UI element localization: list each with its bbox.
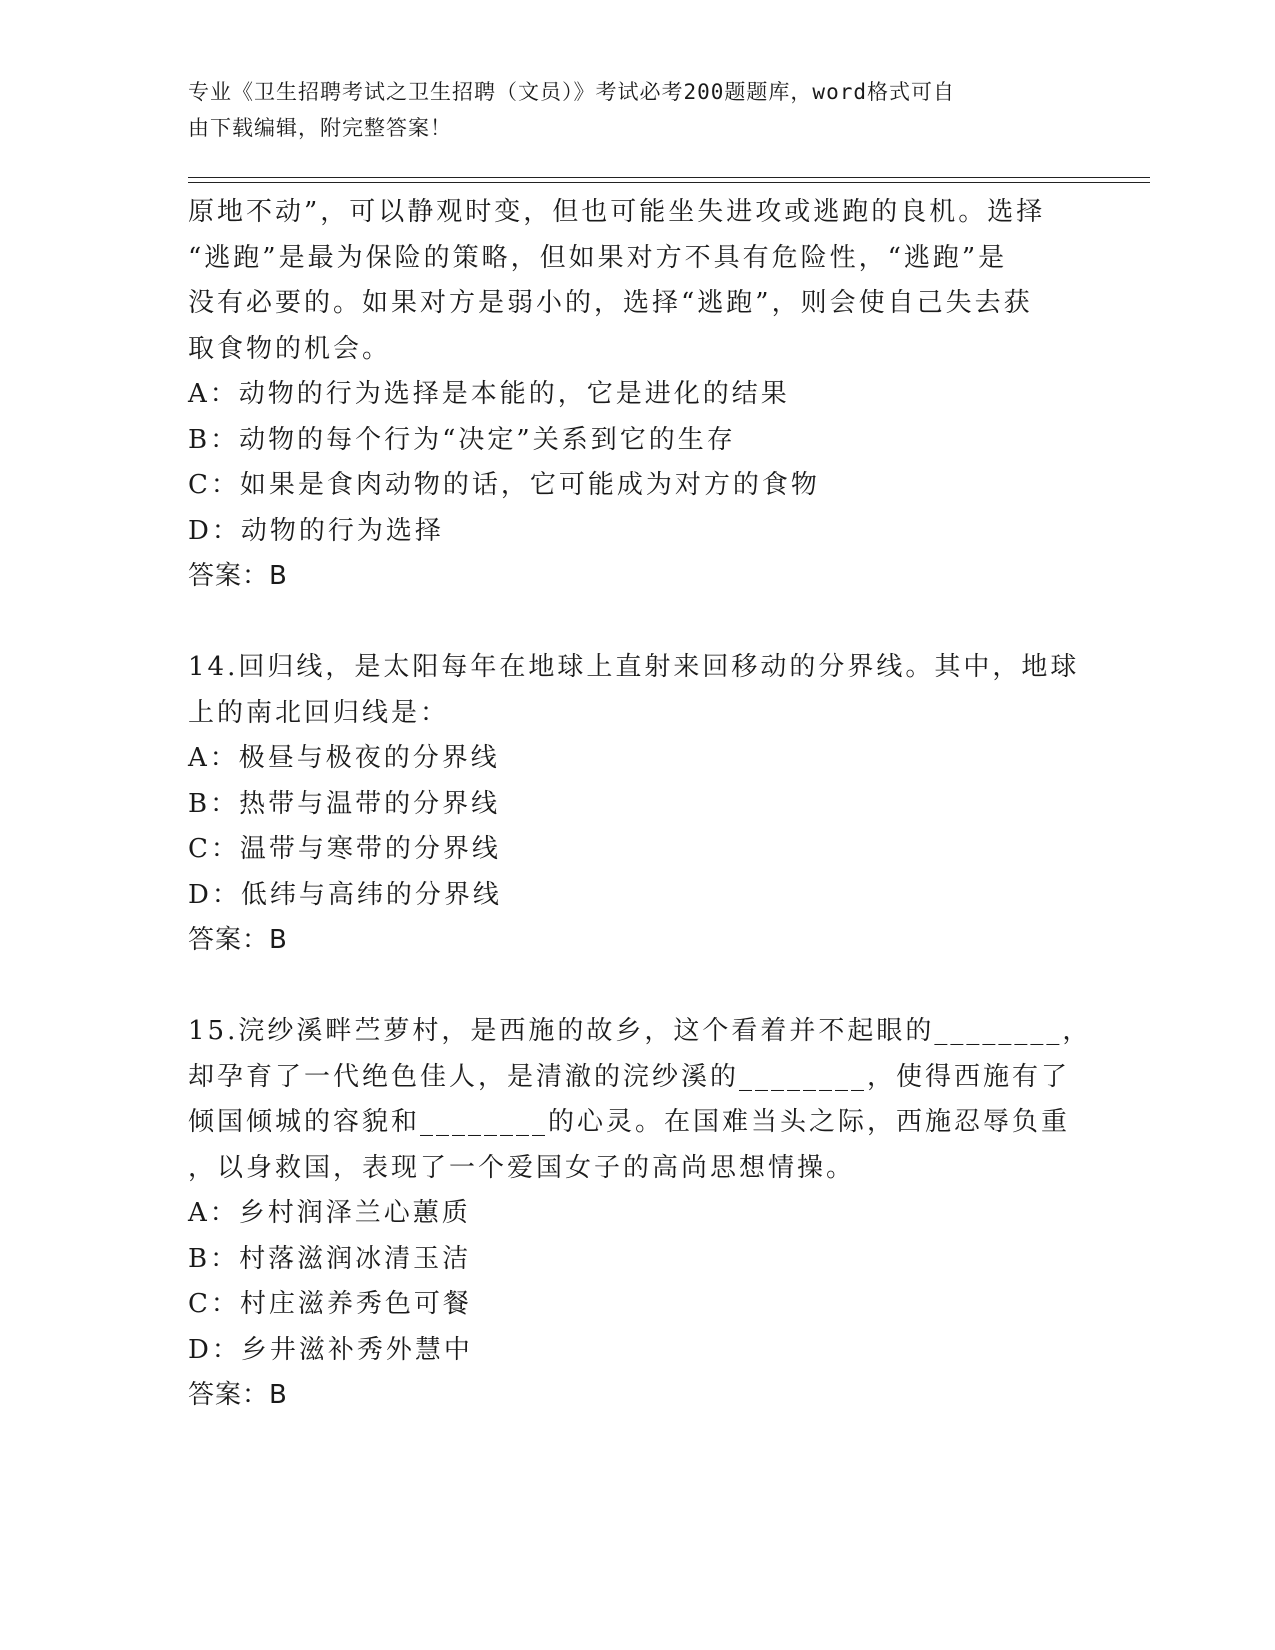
- q13-passage-line-3: 没有必要的。如果对方是弱小的，选择“逃跑”，则会使自己失去获: [188, 288, 1033, 318]
- question-13: [188, 190, 1088, 600]
- q15-option-b: B：村落滋润冰清玉洁: [188, 1243, 472, 1274]
- question-15: [188, 1009, 1092, 1419]
- header-divider-top: [188, 177, 1150, 178]
- q13-option-d: D：动物的行为选择: [188, 515, 444, 546]
- q13-passage-line-2: “逃跑”是最为保险的策略，但如果对方不具有危险性，“逃跑”是: [188, 242, 1008, 273]
- q14-option-c: C：温带与寒带的分界线: [188, 834, 501, 864]
- q14-option-d: D：低纬与高纬的分界线: [188, 879, 502, 910]
- q14-stem-line-1: 14.回归线，是太阳每年在地球上直射来回移动的分界线。其中，地球: [188, 652, 1080, 682]
- q13-passage-line-1: 原地不动”，可以静观时变，但也可能坐失进攻或逃跑的良机。选择: [188, 197, 1046, 227]
- q15-stem-line-3: 倾国倾城的容貌和________的心灵。在国难当头之际，西施忍辱负重: [188, 1107, 1071, 1137]
- spacer: [188, 964, 1088, 1010]
- q14-option-b: B：热带与温带的分界线: [188, 788, 501, 819]
- q14-stem-line-2: 上的南北回归线是：: [188, 697, 450, 728]
- q13-answer: 答案：B: [188, 561, 288, 591]
- q14-answer: 答案：B: [188, 925, 288, 955]
- q15-option-c: C：村庄滋养秀色可餐: [188, 1289, 472, 1319]
- header-line-1: 专业《卫生招聘考试之卫生招聘（文员）》考试必考200题题库，word格式可自: [188, 80, 955, 104]
- header-line-2: 由下载编辑，附完整答案！: [188, 116, 452, 140]
- q15-stem-line-1: 15.浣纱溪畔苎萝村，是西施的故乡，这个看着并不起眼的________，: [188, 1016, 1092, 1046]
- q15-option-a: A：乡村润泽兰心蕙质: [188, 1198, 471, 1228]
- spacer: [188, 600, 1088, 646]
- q13-option-c: C：如果是食肉动物的话，它可能成为对方的食物: [188, 470, 820, 500]
- q14-option-a: A：极昼与极夜的分界线: [188, 743, 500, 773]
- q15-stem-line-2: 却孕育了一代绝色佳人，是清澈的浣纱溪的________，使得西施有了: [188, 1061, 1071, 1092]
- q13-passage-line-4: 取食物的机会。: [188, 333, 392, 364]
- q15-stem-line-4: ，以身救国，表现了一个爱国女子的高尚思想情操。: [188, 1152, 856, 1183]
- q13-option-a: A：动物的行为选择是本能的，它是进化的结果: [188, 379, 790, 409]
- q13-option-b: B：动物的每个行为“决定”关系到它的生存: [188, 424, 736, 455]
- document-body: [188, 190, 1092, 1419]
- header-divider-bottom: [188, 182, 1150, 183]
- question-14: [188, 645, 1088, 964]
- q15-option-d: D：乡井滋补秀外慧中: [188, 1334, 473, 1365]
- page-header: [188, 74, 1068, 146]
- q15-answer: 答案：B: [188, 1380, 288, 1410]
